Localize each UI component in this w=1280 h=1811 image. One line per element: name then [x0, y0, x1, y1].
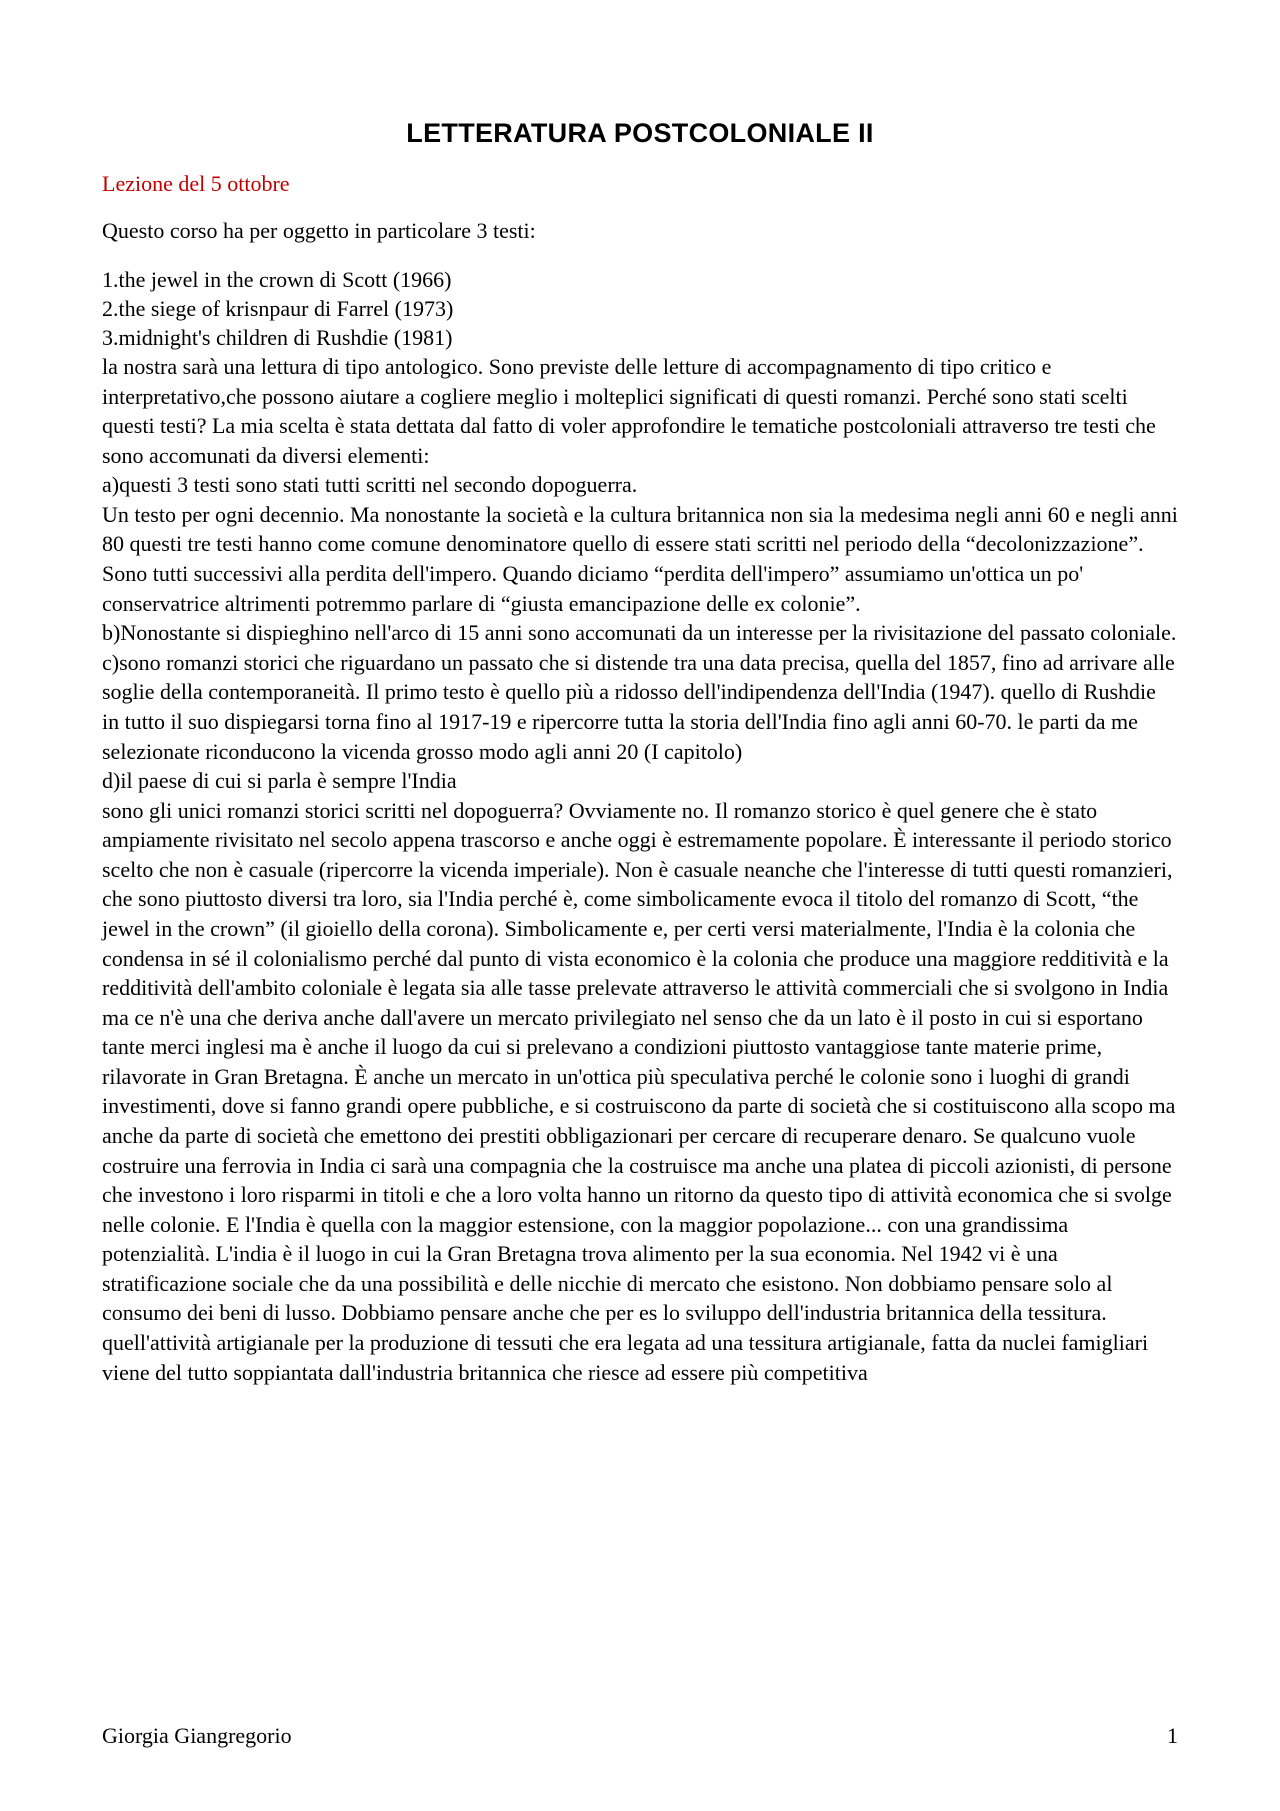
paragraph: d)il paese di cui si parla è sempre l'India [102, 768, 457, 794]
list-item: 3.midnight's children di Rushdie (1981) [102, 324, 453, 350]
footer-author: Giorgia Giangregorio [102, 1723, 292, 1748]
paragraph: c)sono romanzi storici che riguardano un passato che si distende tra una data precisa, quella del 1857, fino ad arrivare alle soglie della contemporaneità. Il primo testo è quello più a ridosso dell'indipendenza dell'India (1947). quello di Rushdie in tutto il suo dispiegarsi torna fino al 1917-19 e ripercorre tutta la storia dell'India fino agli anni 60-70. le parti da me selezionate riconducono la vicenda grosso modo agli anni 20 (I capitolo) [102, 649, 1175, 764]
book-list [102, 265, 1178, 352]
list-item: 1.the jewel in the crown di Scott (1966) [102, 266, 452, 292]
lesson-heading: Lezione del 5 ottobre [102, 171, 290, 196]
paragraph: b)Nonostante si dispieghino nell'arco di 15 anni sono accomunati da un interesse per la rivisitazione del passato coloniale. [102, 620, 1177, 646]
page-footer [102, 1723, 1178, 1749]
paragraph: Un testo per ogni decennio. Ma nonostante la società e la cultura britannica non sia la medesima negli anni 60 e negli anni 80 questi tre testi hanno come comune denominatore quello di essere stati scritti nel periodo della “decolonizzazione”. Sono tutti successivi alla perdita dell'impero. Quando diciamo “perdita dell'impero” assumiamo un'ottica un po' conservatrice altrimenti potremmo parlare di “giusta emancipazione delle ex colonie”. [102, 501, 1178, 616]
page-title: LETTERATURA POSTCOLONIALE II [406, 118, 874, 148]
paragraph: sono gli unici romanzi storici scritti nel dopoguerra? Ovviamente no. Il romanzo storico è quel genere che è stato ampiamente rivisitato nel secolo appena trascorso e anche oggi è estremamente popolare. È interessante il periodo storico scelto che non è casuale (ripercorre la vicenda imperiale). Non è casuale neanche che l'interesse di tutti questi romanzieri, che sono piuttosto diversi tra loro, sia l'India perché è, come simbolicamente evoca il titolo del romanzo di Scott, “the jewel in the crown” (il gioiello della corona). Simbolicamente e, per certi versi materialmente, l'India è la colonia che condensa in sé il colonialismo perché dal punto di vista economico è la colonia che produce una maggiore redditività e la redditività dell'ambito coloniale è legata sia alle tasse prelevate attraverso le attività commerciali che si svolgono in India ma ce n'è una che deriva anche dall'avere un mercato privilegiato nel senso che da un lato è il posto in cui si esportano tante merci inglesi ma è anche il luogo da cui si prelevano a condizioni piuttosto vantaggiose tante materie prime, rilavorate in Gran Bretagna. È anche un mercato in un'ottica più speculativa perché le colonie sono i luoghi di grandi investimenti, dove si fanno grandi opere pubbliche, e si costruiscono da parte di società che si costituiscono alla scopo ma anche da parte di società che emettono dei prestiti obbligazionari per cercare di recuperare denaro. Se qualcuno vuole costruire una ferrovia in India ci sarà una compagnia che la costruisce ma anche una platea di piccoli azionisti, di persone che investono i loro risparmi in titoli e che a loro volta hanno un ritorno da questo tipo di attività economica che si svolge nelle colonie. E l'India è quella con la maggior estensione, con la maggior popolazione... con una grandissima potenzialità. L'india è il luogo in cui la Gran Bretagna trova alimento per la sua economia. Nel 1942 vi è una stratificazione sociale che da una possibilità e delle nicchie di mercato che esistono. Non dobbiamo pensare solo al consumo dei beni di lusso. Dobbiamo pensare anche che per es lo sviluppo dell'industria britannica della tessitura. quell'attività artigianale per la produzione di tessuti che era legata ad una tessitura artigianale, fatta da nuclei famigliari viene del tutto soppiantata dall'industria britannica che riesce ad essere più competitiva [102, 797, 1176, 1385]
body-text [102, 352, 1178, 1387]
intro-paragraph: Questo corso ha per oggetto in particolare 3 testi: [102, 218, 536, 244]
paragraph: a)questi 3 testi sono stati tutti scritti nel secondo dopoguerra. [102, 472, 638, 498]
paragraph: la nostra sarà una lettura di tipo antologico. Sono previste delle letture di accompagnamento di tipo critico e interpretativo,che possono aiutare a cogliere meglio i molteplici significati di questi romanzi. Perché sono stati scelti questi testi? La mia scelta è stata dettata dal fatto di voler approfondire le tematiche postcoloniali attraverso tre testi che sono accomunati da diversi elementi: [102, 353, 1156, 468]
footer-page-number: 1 [1167, 1723, 1178, 1748]
list-item: 2.the siege of krisnpaur di Farrel (1973) [102, 295, 454, 321]
